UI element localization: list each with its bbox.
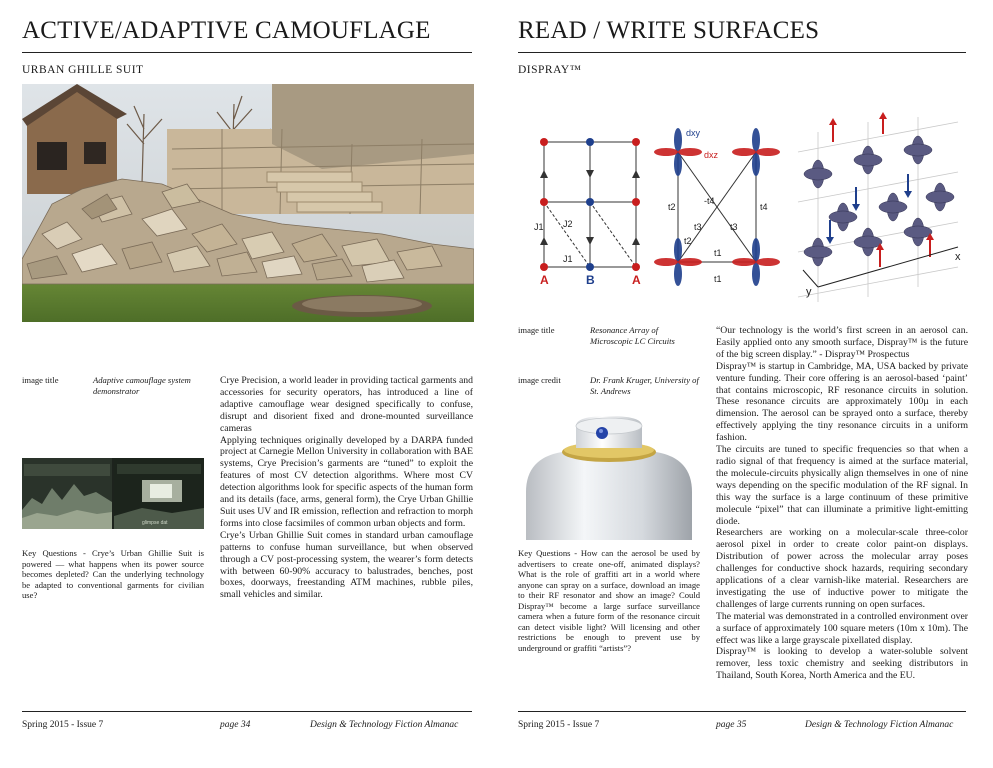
label-bottom-b: B	[586, 273, 595, 287]
right-image-credit: Dr. Frank Kruger, University of St. Andrews	[590, 375, 699, 396]
spray-can-image	[518, 412, 700, 540]
left-page-title: ACTIVE/ADAPTIVE CAMOUFLAGE	[22, 17, 431, 44]
left-key-questions: Key Questions - Crye’s Urban Ghillie Suit is powered — what happens when its power source becomes depleted? Can the underlying technology be adapted to conventional garments for civilian use?	[22, 548, 204, 600]
label-j1: J1	[534, 222, 544, 232]
right-title-rule	[518, 52, 966, 53]
right-image-title: Resonance Array of Microscopic LC Circuits	[590, 325, 675, 346]
left-body-paragraph-3: Crye’s Urban Ghillie Suit comes in standard urban camouflage patterns to confuse human surveillance, but when observed through a CV post-processing system, the wearer’s form detects with between 60-90% accuracy to balustrades, benches, post boxes, doorways, freestanding ATM machines, rubble piles, small vehicles and similar.	[220, 529, 473, 601]
left-body-paragraph-1: Crye Precision, a world leader in providing tactical garments and accessories for security operators, has introduced a line of adaptive camouflage wear designed specifically to confuse, disrupt and disorient fixed and drone-mounted surveillance cameras	[220, 375, 473, 434]
left-footer-publication: Design & Technology Fiction Almanac	[310, 720, 459, 730]
label-t1b: t1	[714, 274, 722, 284]
right-image-credit-label: image credit	[518, 375, 561, 385]
right-body-paragraph-4: Researchers are working on a molecular-scale three-color aerosol pixel in order to create color paint-on displays. Distribution of power across the molecular array poses challenges for conductive shock hazards, requiring secondary applications of a clear varnish-like material. Researchers are investigating the use of inductive power to mitigate the challenges of large currents running on open surfaces.	[716, 527, 968, 610]
resonance-array-diagram	[518, 112, 966, 312]
label-t4: -t4	[704, 196, 715, 206]
label-y: y	[806, 286, 812, 298]
left-body-text	[220, 375, 473, 601]
right-page-title: READ / WRITE SURFACES	[518, 17, 820, 44]
right-image-title-label: image title	[518, 325, 555, 335]
label-dxz: dxz	[704, 150, 719, 160]
right-body-paragraph-1: “Our technology is the world’s first screen in an aerosol can. Easily applied onto any smooth surface, Dispray™ is the future of the big screen display.” - Dispray™ Prospectus	[716, 325, 968, 360]
thermal-caption: glimpse dat	[142, 520, 168, 526]
left-title-rule	[22, 52, 472, 53]
left-footer-rule	[22, 711, 472, 712]
label-bottom-a2: A	[632, 273, 641, 287]
label-bottom-a1: A	[540, 273, 549, 287]
right-body-paragraph-6: Dispray™ is looking to develop a water-soluble solvent remover, less toxic chemistry and seeking distributors in Thailand, South Korea, North America and the EU.	[716, 646, 968, 682]
label-t1: t1	[714, 248, 722, 258]
right-body-paragraph-2: Dispray™ is startup in Cambridge, MA, USA backed by private venture funding. Their core offering is an aerosol-based ‘paint’ that contains microscopic, RF resonance circuits in solution. These resonance circuits are approximately 100µ in each dimension. The aerosol can be sprayed onto a surface, thereby effectively applying the tiny resonance circuits in a uniform fashion.	[716, 360, 968, 444]
label-j2: J2	[563, 219, 573, 229]
left-body-paragraph-2: Applying techniques originally developed by a DARPA funded project at Carnegie Mellon University in collaboration with BAE systems, Crye Precision’s garments are “tuned” to exploit the features of most CV detection algorithms. Where most CV detection algorithms look for specific aspects of the human form and its details (face, arms, general form), the Crye Urban Ghillie Suit uses UV and IR emission, reflection and refraction to morph forms into close facsimiles of common urban objects and form.	[220, 434, 473, 529]
right-footer-rule	[518, 711, 966, 712]
label-t2: t2	[668, 202, 676, 212]
right-body-paragraph-3: The circuits are tuned to specific frequencies so that when a radio signal of that frequency is aimed at the surface material, the molecule-circuits physically align themselves in one of nine ways depending on the specific modulation of the RF signal. In this way the surface is a large continuum of these primitive molecule “pixel” that can illuminate a primitive light-emitting diode.	[716, 444, 968, 527]
left-footer-page: page 34	[220, 720, 251, 730]
left-section-heading: URBAN GHILLE SUIT	[22, 64, 144, 76]
label-x: x	[955, 251, 961, 263]
right-footer-publication: Design & Technology Fiction Almanac	[805, 720, 954, 730]
left-image-title-label: image title	[22, 375, 59, 385]
label-t2b: t2	[684, 236, 692, 246]
left-footer-issue: Spring 2015 - Issue 7	[22, 720, 104, 730]
right-section-heading: DISPRAY™	[518, 64, 582, 76]
label-t3b: t3	[730, 222, 738, 232]
right-body-text	[716, 325, 968, 682]
thermal-camera-image	[22, 458, 204, 529]
label-j1b: J1	[563, 254, 573, 264]
left-image-title: Adaptive camouflage system demonstrator	[93, 375, 191, 396]
rubble-photo	[22, 84, 474, 322]
label-t4b: t4	[760, 202, 768, 212]
right-body-paragraph-5: The material was demonstrated in a controlled environment over a surface of approximately 100 square meters (10m x 10m). The effect was like a large grayscale pixellated display.	[716, 610, 968, 646]
right-key-questions: Key Questions - How can the aerosol be used by advertisers to create one-off, animated displays? What is the role of graffiti art in a world where anyone can spray on a surface, download an image to their RF resonator and show an image? Could Dispray™ become a large surface surveillance camera when a future form of the resonance circuit can detect visible light? Will licensing and other restrictions be enough to prevent use by underground or graffiti “artists”?	[518, 548, 700, 653]
label-t3: t3	[694, 222, 702, 232]
right-footer-issue: Spring 2015 - Issue 7	[518, 720, 600, 730]
right-footer-page: page 35	[716, 720, 747, 730]
label-dxy: dxy	[686, 128, 701, 138]
